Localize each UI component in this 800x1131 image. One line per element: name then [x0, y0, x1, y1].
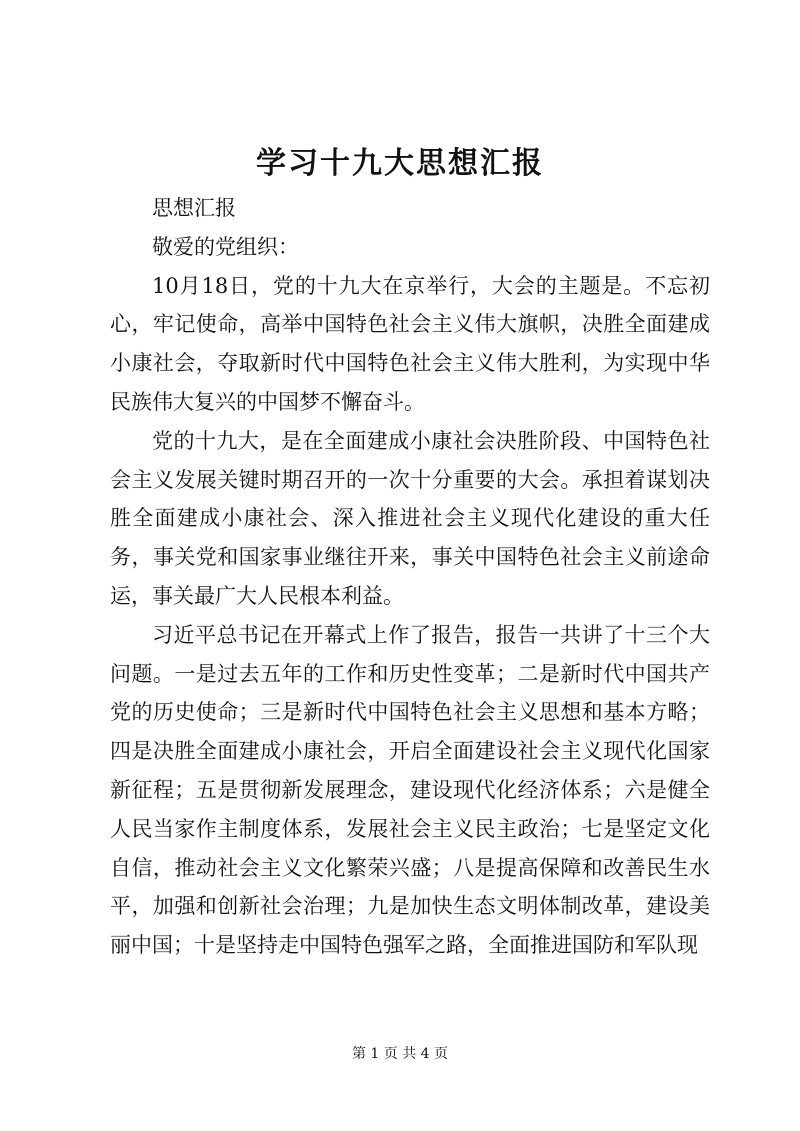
page-number-footer: 第 1 页 共 4 页 [351, 1046, 449, 1062]
paragraph: 10月18日，党的十九大在京举行，大会的主题是。不忘初心，牢记使命，高举中国特色社会主义伟大旗帜，决胜全面建成小康社会，夺取新时代中国特色社会主义伟大胜利，为实现中华民族伟大复兴的中国梦不懈奋斗。 [110, 273, 710, 414]
paragraph-heading: 思想汇报 [152, 196, 236, 220]
document-title: 学习十九大思想汇报 [256, 146, 544, 181]
document-body [110, 189, 710, 965]
paragraph: 党的十九大，是在全面建成小康社会决胜阶段、中国特色社会主义发展关键时期召开的一次十分重要的大会。承担着谋划决胜全面建成小康社会、深入推进社会主义现代化建设的重大任务，事关党和国家事业继往开来，事关中国特色社会主义前途命运，事关最广大人民根本利益。 [110, 428, 710, 608]
paragraph: 习近平总书记在开幕式上作了报告，报告一共讲了十三个大问题。一是过去五年的工作和历史性变革；二是新时代中国共产党的历史使命；三是新时代中国特色社会主义思想和基本方略；四是决胜全面建成小康社会，开启全面建设社会主义现代化国家新征程；五是贯彻新发展理念，建设现代化经济体系；六是健全人民当家作主制度体系，发展社会主义民主政治；七是坚定文化自信，推动社会主义文化繁荣兴盛；八是提高保障和改善民生水平，加强和创新社会治理；九是加快生态文明体制改革，建设美丽中国；十是坚持走中国特色强军之路，全面推进国防和军队现 [110, 622, 710, 958]
paragraph-salutation: 敬爱的党组织： [152, 234, 299, 259]
